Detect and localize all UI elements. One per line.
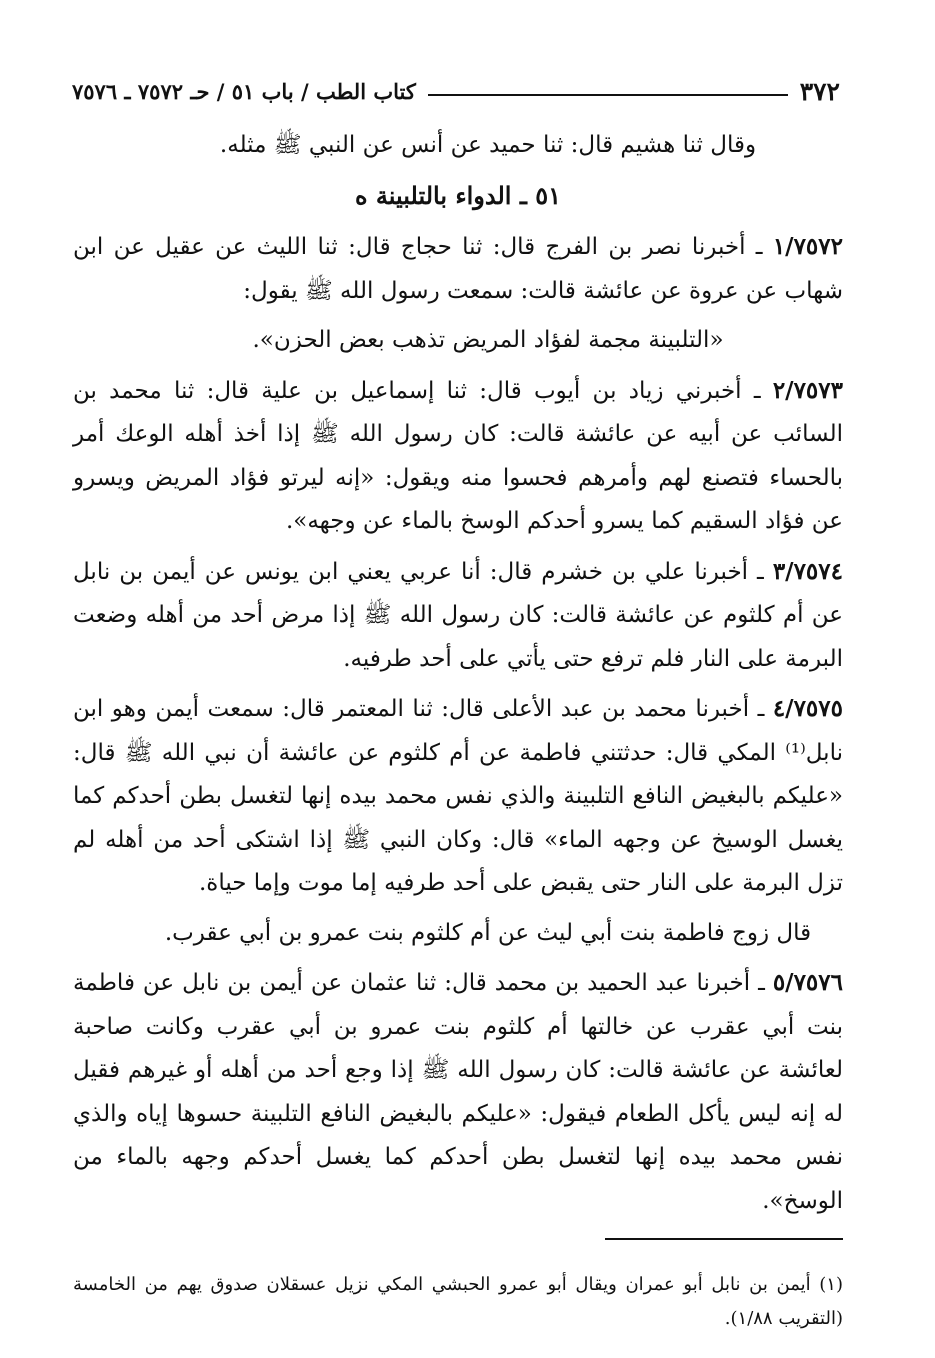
hadith-text: ـ أخبرنا نصر بن الفرج قال: ثنا حجاج قال: ثنا الليث عن عقيل عن ابن شهاب عن عروة عن عائشة قالت: سمعت رسول الله ﷺ يقول: <box>73 234 843 304</box>
hadith-number: ١/٧٥٧٢ <box>772 233 843 260</box>
hadith-paragraph <box>73 961 843 1223</box>
hadith-number: ٥/٧٥٧٦ <box>772 969 843 996</box>
header-rule <box>428 94 788 96</box>
intro-line: وقال ثنا هشيم قال: ثنا حميد عن أنس عن النبي ﷺ مثله. <box>219 132 757 158</box>
hadith-number: ٤/٧٥٧٥ <box>772 695 843 722</box>
hadith-text: ـ أخبرنا علي بن خشرم قال: أنا عربي يعني ابن يونس عن أيمن بن نابل عن أم كلثوم عن عائشة قالت: كان رسول الله ﷺ إذا مرض أحد من أهله وضعت البرمة على النار فلم ترفع حتى يأتي على أحد طرفيه. <box>73 558 843 672</box>
hadith-paragraph <box>73 687 843 906</box>
hadith-paragraph <box>73 225 843 313</box>
footnote: (١) أيمن بن نابل أبو عمران ويقال أبو عمرو الحبشي المكي نزيل عسقلان صدوق يهم من الخامسة (التقريب ١/٨٨). <box>73 1274 843 1329</box>
page-header <box>72 74 840 108</box>
hadith-text: ـ أخبرني زياد بن أيوب قال: ثنا إسماعيل بن علية قال: ثنا محمد بن السائب عن أبيه عن عائشة قالت: كان رسول الله ﷺ إذا أخذ أهله الوعك أمر بالحساء فتصنع لهم وأمرهم فحسوا منه ويقول: «إنه ليرتو فؤاد المريض ويسرو عن فؤاد السقيم كما يسرو أحدكم الوسخ بالماء عن وجهه». <box>73 377 843 534</box>
footnote-separator <box>605 1238 843 1240</box>
hadith-paragraph <box>73 550 843 682</box>
hadith-text: ـ أخبرنا عبد الحميد بن محمد قال: ثنا عثمان عن أيمن بن نابل عن فاطمة بنت أبي عقرب عن خالتها أم كلثوم بنت عمرو بن أبي عقرب وكانت صاحبة لعائشة عن عائشة قالت: كان رسول الله ﷺ إذا وجع أحد من أهله أو غيرهم فقيل له إنه ليس يأكل الطعام فيقول: «عليكم بالبغيض النافع التلبينة حسوها إياه والذي نفس محمد بيده إنها لتغسل بطن أحدكم كما يغسل أحدكم وجهه بالماء من الوسخ». <box>73 970 843 1214</box>
hadith-number: ٣/٧٥٧٤ <box>772 557 843 585</box>
hadith-text: ـ أخبرنا محمد بن عبد الأعلى قال: ثنا المعتمر قال: سمعت أيمن وهو ابن نابل⁽¹⁾ المكي قال: حدثتني فاطمة عن أم كلثوم عن عائشة أن نبي الله ﷺ قال: «عليكم بالبغيض النافع التلبينة والذي نفس محمد بيده إنها لتغسل بطن أحدكم كما يغسل الوسيخ عن وجهه الماء» قال: وكان النبي ﷺ إذا اشتكى أحد من أهله لم تزل البرمة على النار حتى يقبض على أحد طرفيه إما موت وإما حياة. <box>73 696 843 896</box>
hadith-number: ٢/٧٥٧٣ <box>772 376 843 404</box>
hadith-note-line: قال زوج فاطمة بنت أبي ليث عن أم كلثوم بنت عمرو بن أبي عقرب. <box>164 919 812 946</box>
hadith-paragraph <box>73 369 843 544</box>
running-title: كتاب الطب / باب ٥١ / حـ ٧٥٧٢ ـ ٧٥٧٦ <box>72 78 416 104</box>
chapter-title: ٥١ ـ الدواء بالتلبينة ه <box>354 180 561 210</box>
main-text <box>73 124 843 1229</box>
page-number: ٣٧٢ <box>799 76 840 106</box>
hadith-quote: «التلبينة مجمة لفؤاد المريض تذهب بعض الحزن». <box>252 327 724 353</box>
